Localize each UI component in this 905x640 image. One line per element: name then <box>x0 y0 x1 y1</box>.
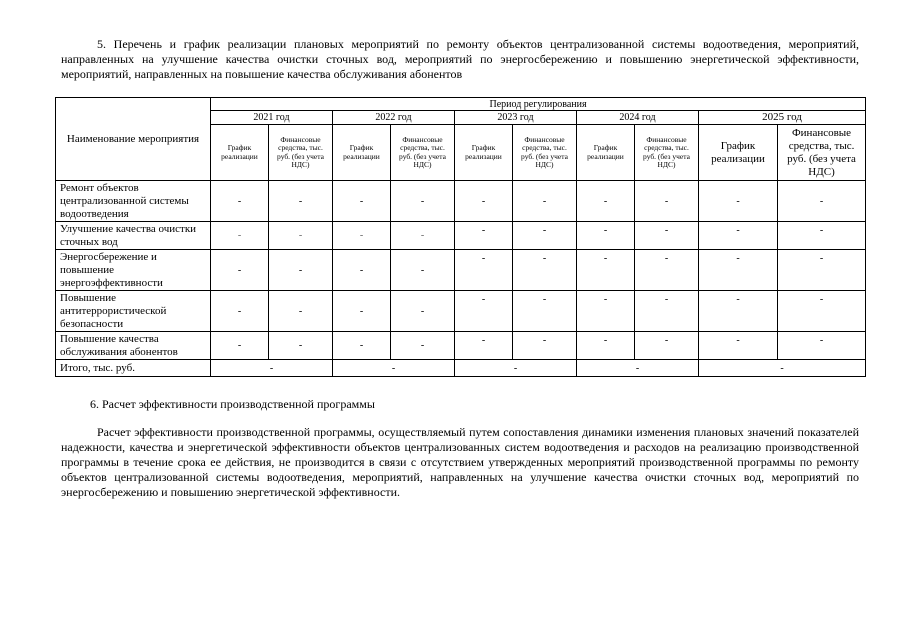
table-header-row <box>56 98 866 111</box>
finance-subheader: Финансовые средства, тыс. руб. (без учета НДС) <box>635 125 699 181</box>
table-cell: - <box>269 250 333 291</box>
table-cell: - <box>577 222 635 250</box>
table-cell: - <box>211 250 269 291</box>
table-cell: - <box>211 291 269 332</box>
table-cell: - <box>778 181 866 222</box>
activities-schedule-table <box>55 97 866 377</box>
table-cell: - <box>778 250 866 291</box>
table-cell: - <box>513 332 577 360</box>
schedule-subheader: График реализации <box>211 125 269 181</box>
total-cell: - <box>333 360 455 377</box>
finance-subheader: Финансовые средства, тыс. руб. (без учета НДС) <box>391 125 455 181</box>
table-cell: - <box>455 332 513 360</box>
table-cell: - <box>455 181 513 222</box>
column-header-name: Наименование мероприятия <box>56 98 211 181</box>
table-cell: - <box>455 222 513 250</box>
table-cell: - <box>391 222 455 250</box>
table-row <box>56 222 866 250</box>
section-6-paragraph: Расчет эффективности производственной программы, осуществляемый путем сопоставления динамики изменения плановых значений показателей надежности, качества и энергетической эффективности объектов централизованных систем водоотведения и расходов на реализацию производственной программы в течение срока ее действия, не производится в связи с отсутствием утвержденных мероприятий производственной программы по ремонту объектов централизованной системы водоотведения, мероприятий, направленных на улучшение качества очистки сточных вод, мероприятий по энергосбережению и повышению энергетической эффективности. <box>61 425 859 499</box>
finance-subheader: Финансовые средства, тыс. руб. (без учета НДС) <box>778 125 866 181</box>
table-cell: - <box>455 291 513 332</box>
table-cell: - <box>513 250 577 291</box>
schedule-subheader: График реализации <box>577 125 635 181</box>
table-cell: - <box>699 291 778 332</box>
table-cell: - <box>699 181 778 222</box>
finance-subheader: Финансовые средства, тыс. руб. (без учета НДС) <box>269 125 333 181</box>
finance-subheader: Финансовые средства, тыс. руб. (без учета НДС) <box>513 125 577 181</box>
total-cell: - <box>577 360 699 377</box>
table-cell: - <box>577 291 635 332</box>
period-header: Период регулирования <box>211 98 866 111</box>
year-header: 2025 год <box>699 111 866 125</box>
table-cell: - <box>635 291 699 332</box>
section-5-paragraph: 5. Перечень и график реализации плановых мероприятий по ремонту объектов централизованной системы водоотведения, мероприятий, направленных на улучшение качества очистки сточных вод, мероприятий по энергосбережению и повышению энергетической эффективности, мероприятий, направленных на повышение качества обслуживания абонентов <box>61 37 859 81</box>
table-cell: - <box>211 222 269 250</box>
table-cell: - <box>577 250 635 291</box>
table-cell: - <box>391 332 455 360</box>
activity-name: Повышение антитеррористической безопасности <box>56 291 211 332</box>
table-cell: - <box>391 181 455 222</box>
table-cell: - <box>333 181 391 222</box>
table-cell: - <box>333 291 391 332</box>
total-cell: - <box>211 360 333 377</box>
table-cell: - <box>455 250 513 291</box>
table-cell: - <box>211 181 269 222</box>
table-cell: - <box>513 291 577 332</box>
total-label: Итого, тыс. руб. <box>56 360 211 377</box>
table-cell: - <box>513 181 577 222</box>
table-cell: - <box>699 250 778 291</box>
table-cell: - <box>513 222 577 250</box>
table-cell: - <box>391 250 455 291</box>
table-cell: - <box>635 332 699 360</box>
table-cell: - <box>577 332 635 360</box>
total-cell: - <box>699 360 866 377</box>
year-header: 2022 год <box>333 111 455 125</box>
table-cell: - <box>778 332 866 360</box>
table-cell: - <box>577 181 635 222</box>
activity-name: Ремонт объектов централизованной системы водоотведения <box>56 181 211 222</box>
activity-name: Энергосбережение и повышение энергоэффективности <box>56 250 211 291</box>
table-cell: - <box>778 222 866 250</box>
table-row <box>56 250 866 291</box>
table-cell: - <box>269 222 333 250</box>
activity-name: Улучшение качества очистки сточных вод <box>56 222 211 250</box>
table-row <box>56 332 866 360</box>
table-cell: - <box>635 222 699 250</box>
table-cell: - <box>699 222 778 250</box>
total-cell: - <box>455 360 577 377</box>
table-row <box>56 181 866 222</box>
table-cell: - <box>269 181 333 222</box>
schedule-subheader: График реализации <box>455 125 513 181</box>
section-6-heading: 6. Расчет эффективности производственной программы <box>90 397 375 411</box>
year-header: 2024 год <box>577 111 699 125</box>
schedule-subheader: График реализации <box>333 125 391 181</box>
table-cell: - <box>333 222 391 250</box>
table-cell: - <box>269 332 333 360</box>
year-header: 2023 год <box>455 111 577 125</box>
table-cell: - <box>778 291 866 332</box>
table-cell: - <box>333 250 391 291</box>
table-cell: - <box>333 332 391 360</box>
table-cell: - <box>699 332 778 360</box>
table-row <box>56 291 866 332</box>
year-header: 2021 год <box>211 111 333 125</box>
activity-name: Повышение качества обслуживания абонентов <box>56 332 211 360</box>
table-cell: - <box>269 291 333 332</box>
total-row <box>56 360 866 377</box>
table-cell: - <box>635 250 699 291</box>
table-cell: - <box>391 291 455 332</box>
table-cell: - <box>635 181 699 222</box>
schedule-subheader: График реализации <box>699 125 778 181</box>
table-cell: - <box>211 332 269 360</box>
